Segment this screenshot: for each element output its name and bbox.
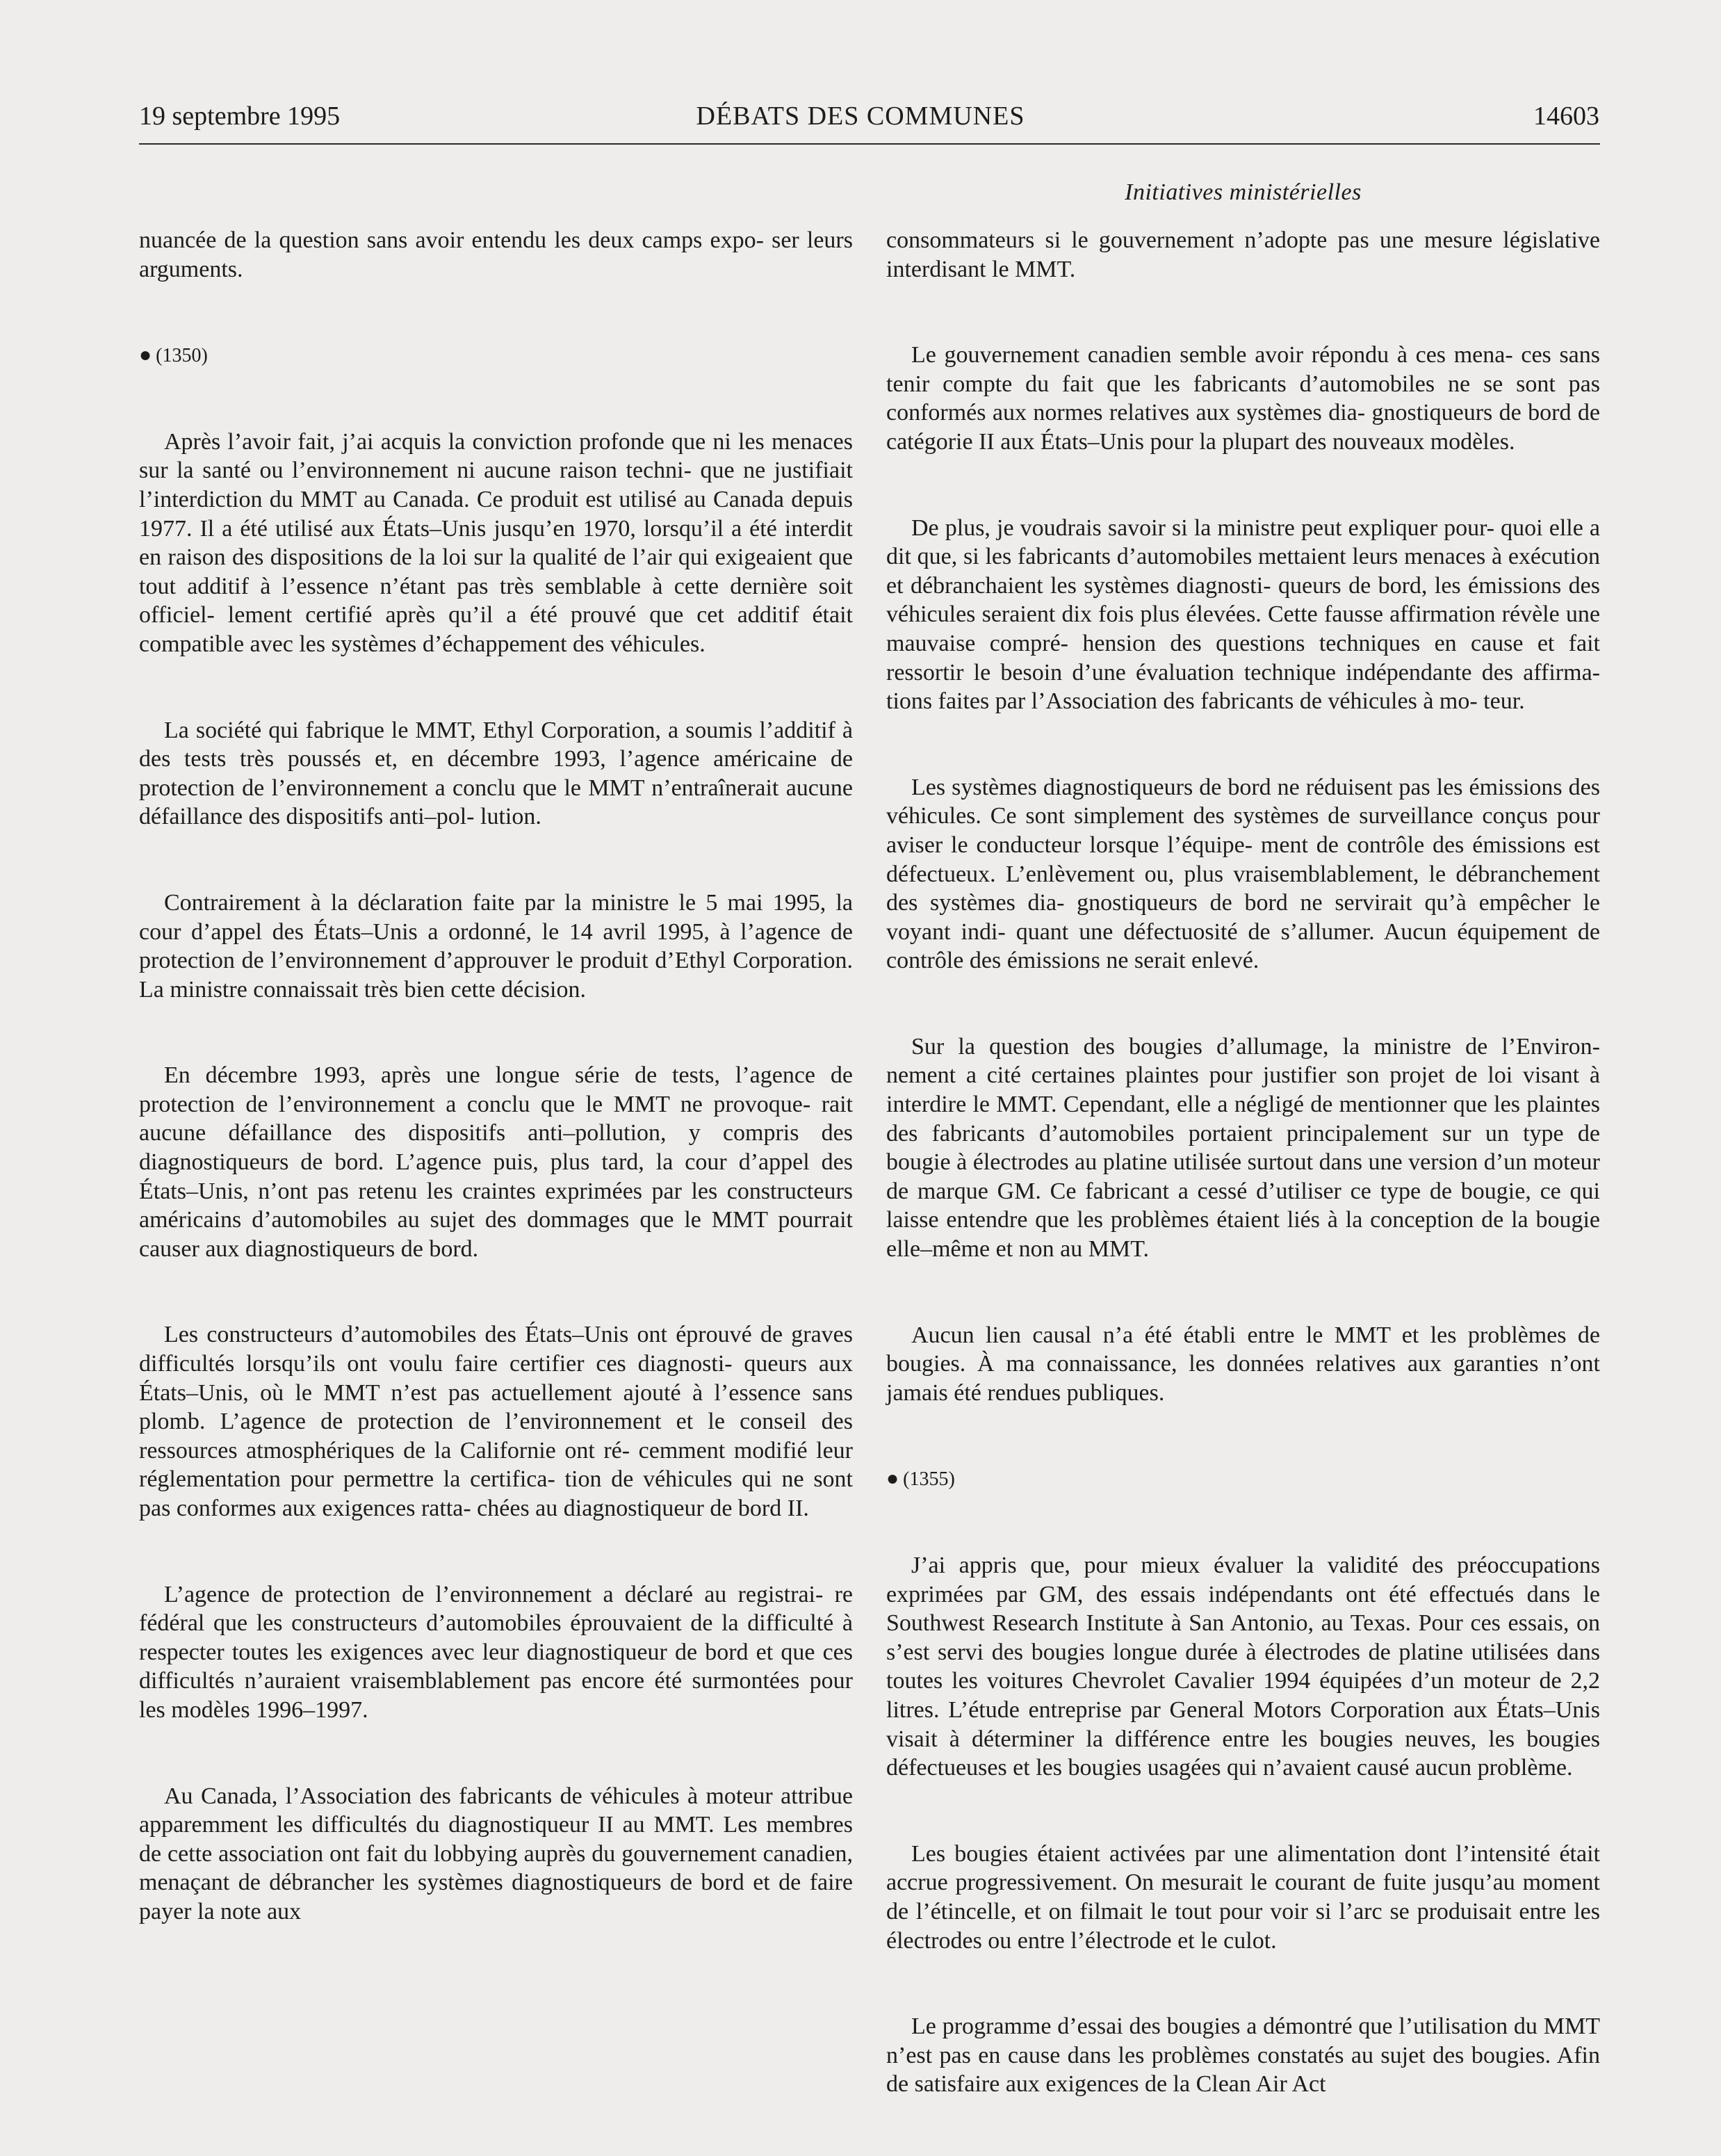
- time-marker-label: (1355): [903, 1468, 955, 1491]
- paragraph: Aucun lien causal n’a été établi entre le MMT et les problèmes de bougies. À ma connaissance, les données relatives aux garanties n’ont jamais été rendues publiques.: [886, 1322, 1600, 1406]
- paragraph: Les constructeurs d’automobiles des États–Unis ont éprouvé de graves difficultés lorsqu’ils ont voulu faire certifier ces diagnosti- queurs aux États–Unis, où le MMT n’est pas actuellement ajouté à l’essence sans plomb. L’agence de protection de l’environnement et le conseil des ressources atmosphériques de la Californie ont ré- cemment modifié leur réglementation pour permettre la certifica- tion de véhicules qui ne sont pas conformes aux exigences ratta- chées au diagnostiqueur de bord II.: [139, 1322, 853, 1521]
- paragraph: Le programme d’essai des bougies a démontré que l’utilisation du MMT n’est pas en cause dans les problèmes constatés au sujet des bougies. Afin de satisfaire aux exigences de la Clean Air Act: [886, 2013, 1600, 2098]
- paragraph: L’agence de protection de l’environnement a déclaré au registrai- re fédéral que les constructeurs d’automobiles éprouvaient de la difficulté à respecter toutes les exigences avec leur diagnostiqueur de bord et que ces difficultés n’auraient vraisemblablement pas encore été surmontées pour les modèles 1996–1997.: [139, 1581, 853, 1723]
- paragraph: En décembre 1993, après une longue série de tests, l’agence de protection de l’environnement a conclu que le MMT ne provoque- rait aucune défaillance des dispositifs anti–pollution, y compris des diagnostiqueurs de bord. L’agence puis, plus tard, la cour d’appel des États–Unis, n’ont pas retenu les craintes exprimées par les constructeurs américains d’automobiles au sujet des dommages que le MMT pourrait causer aux diagnostiqueurs de bord.: [139, 1062, 853, 1262]
- paragraph: consommateurs si le gouvernement n’adopte pas une mesure législative interdisant le MMT.: [886, 227, 1600, 282]
- paragraph: Contrairement à la déclaration faite par la ministre le 5 mai 1995, la cour d’appel des États–Unis a ordonné, le 14 avril 1995, à l’agence de protection de l’environnement d’approuver le produit d’Ethyl Corporation. La ministre connaissait très bien cette décision.: [139, 889, 853, 1003]
- header-rule: [139, 143, 1600, 145]
- right-column: [886, 226, 1600, 2156]
- paragraph: Les systèmes diagnostiqueurs de bord ne réduisent pas les émissions des véhicules. Ce sont simplement des systèmes de surveillance conçus pour aviser le conducteur lorsque l’équipe- ment de contrôle des émissions est défectueux. L’enlèvement ou, plus vraisemblablement, le débranchement des systèmes dia- gnostiqueurs de bord ne servirait qu’à empêcher le voyant indi- quant une défectuosité de s’allumer. Aucun équipement de contrôle des émissions ne serait enlevé.: [886, 774, 1600, 974]
- publication-title: DÉBATS DES COMMUNES: [696, 102, 1025, 131]
- time-marker: [139, 341, 853, 371]
- paragraph: Le gouvernement canadien semble avoir répondu à ces mena- ces sans tenir compte du fait que les fabricants d’automobiles ne se sont pas conformés aux normes relatives aux systèmes dia- gnostiqueurs de bord de catégorie II aux États–Unis pour la plupart des nouveaux modèles.: [886, 342, 1600, 455]
- bullet-icon: ●: [886, 1467, 899, 1491]
- paragraph: Sur la question des bougies d’allumage, la ministre de l’Environ- nement a cité certaines plaintes pour justifier son projet de loi visant à interdire le MMT. Cependant, elle a négligé de mentionner que les plaintes des fabricants d’automobiles portaient principalement sur un type de bougie à électrodes au platine utilisée surtout dans une version d’un moteur de marque GM. Ce fabricant a cessé d’utiliser ce type de bougie, ce qui laisse entendre que les problèmes étaient liés à la conception de la bougie elle–même et non au MMT.: [886, 1033, 1600, 1263]
- paragraph: Les bougies étaient activées par une alimentation dont l’intensité était accrue progressivement. On mesurait le courant de fuite jusqu’au moment de l’étincelle, et on filmait le tout pour voir si l’arc se produisait entre les électrodes ou entre l’électrode et le culot.: [886, 1840, 1600, 1954]
- paragraph: Après l’avoir fait, j’ai acquis la conviction profonde que ni les menaces sur la santé ou l’environnement ni aucune raison techni- que ne justifiait l’interdiction du MMT au Canada. Ce produit est utilisé au Canada depuis 1977. Il a été utilisé aux États–Unis jusqu’en 1970, lorsqu’il a été interdit en raison des dispositions de la loi sur la qualité de l’air qui exigeaient que tout additif à l’essence n’étant pas très semblable à cette dernière soit officiel- lement certifié après qu’il a été prouvé que cet additif était compatible avec les systèmes d’échappement des véhicules.: [139, 428, 853, 657]
- header-date: 19 septembre 1995: [139, 102, 341, 131]
- left-column: [139, 226, 853, 1984]
- paragraph: La société qui fabrique le MMT, Ethyl Corporation, a soumis l’additif à des tests très poussés et, en décembre 1993, l’agence américaine de protection de l’environnement a conclu que le MMT n’entraînerait aucune défaillance des dispositifs anti–pol- lution.: [139, 717, 853, 830]
- time-marker-label: (1350): [156, 345, 208, 367]
- bullet-icon: ●: [139, 343, 152, 367]
- paragraph: De plus, je voudrais savoir si la ministre peut expliquer pour- quoi elle a dit que, si les fabricants d’automobiles mettaient leurs menaces à exécution et débranchaient les systèmes diagnosti- queurs de bord, les émissions des véhicules seraient dix fois plus élevées. Cette fausse affirmation révèle une mauvaise compré- hension des questions techniques en cause et fait ressortir le besoin d’une évaluation technique indépendante des affirma- tions faites par l’Association des fabricants de véhicules à mo- teur.: [886, 514, 1600, 715]
- page-number: 14603: [1533, 102, 1599, 131]
- paragraph: Au Canada, l’Association des fabricants de véhicules à moteur attribue apparemment les difficultés du diagnostiqueur II au MMT. Les membres de cette association ont fait du lobbying auprès du gouvernement canadien, menaçant de débrancher les systèmes diagnostiqueurs de bord et de faire payer la note aux: [139, 1783, 853, 1924]
- paragraph: nuancée de la question sans avoir entendu les deux camps expo- ser leurs arguments.: [139, 227, 853, 282]
- paragraph: J’ai appris que, pour mieux évaluer la validité des préoccupations exprimées par GM, des essais indépendants ont été effectués dans le Southwest Research Institute à San Antonio, au Texas. Pour ces essais, on s’est servi des bougies longue durée à électrodes de platine utilisées dans toutes les voitures Chevrolet Cavalier 1994 équipées d’un moteur de 2,2 litres. L’étude entreprise par General Motors Corporation aux États–Unis visait à déterminer la différence entre les bougies neuves, les bougies défectueuses et les bougies usagées qui n’avaient causé aucun problème.: [886, 1553, 1600, 1781]
- section-title: Initiatives ministérielles: [1125, 179, 1362, 205]
- time-marker: [886, 1464, 1600, 1494]
